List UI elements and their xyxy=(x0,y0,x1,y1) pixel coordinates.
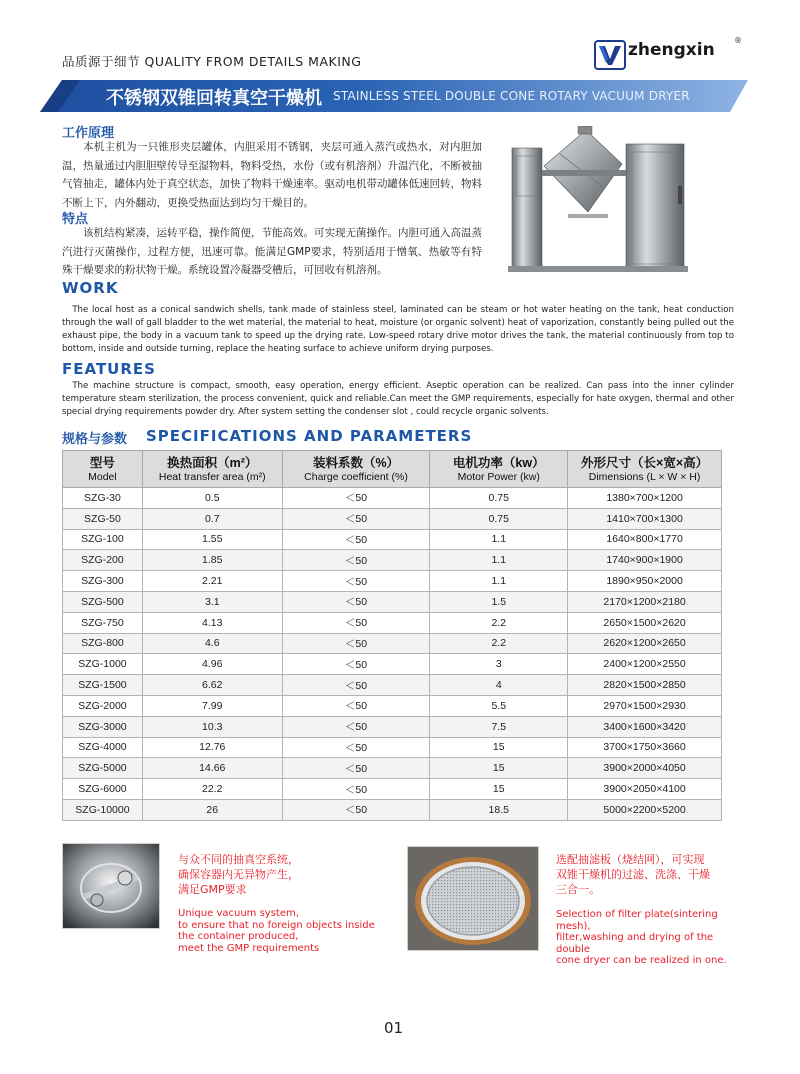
table-header-row xyxy=(63,451,722,488)
table-row xyxy=(63,695,722,716)
cell-motor-power: 0.75 xyxy=(430,488,568,509)
cell-heat-area: 14.66 xyxy=(142,758,282,779)
table-row xyxy=(63,654,722,675)
cell-heat-area: 26 xyxy=(142,799,282,820)
cell-charge-coefficient: ＜50 xyxy=(282,654,430,675)
cell-dimensions: 3700×1750×3660 xyxy=(568,737,722,758)
cell-model: SZG-10000 xyxy=(63,799,143,820)
cell-model: SZG-30 xyxy=(63,488,143,509)
cell-model: SZG-500 xyxy=(63,591,143,612)
cell-model: SZG-750 xyxy=(63,612,143,633)
cell-heat-area: 1.55 xyxy=(142,529,282,550)
filter-plate-photo xyxy=(407,846,539,951)
table-row xyxy=(63,550,722,571)
cell-motor-power: 5.5 xyxy=(430,695,568,716)
title-en: STAINLESS STEEL DOUBLE CONE ROTARY VACUUM DRYER xyxy=(333,89,690,103)
specifications-table xyxy=(62,450,722,821)
table-row xyxy=(63,799,722,820)
table-row xyxy=(63,779,722,800)
cell-heat-area: 0.5 xyxy=(142,488,282,509)
features-text-en: The machine structure is compact, smooth, easy operation, energy efficient. Aseptic operation can be realized. Can pass into the inner cylinder temperature steam sterilization, the process convenient, quick and reliable.Can meet the GMP requirements, especially for hate oxygen, thermal and other special drying requirements powder dry. After system setting the condenser slot , could recycle organic solvents. xyxy=(62,381,734,417)
cell-dimensions: 3400×1600×3420 xyxy=(568,716,722,737)
cell-model: SZG-1500 xyxy=(63,675,143,696)
cell-charge-coefficient: ＜50 xyxy=(282,633,430,654)
cell-motor-power: 1.1 xyxy=(430,571,568,592)
cell-dimensions: 2620×1200×2650 xyxy=(568,633,722,654)
logo-registered-mark: ® xyxy=(734,36,742,45)
cell-charge-coefficient: ＜50 xyxy=(282,488,430,509)
brand-logo xyxy=(594,38,744,68)
title-zh: 不锈钢双锥回转真空干燥机 xyxy=(106,88,322,109)
cell-dimensions: 5000×2200×5200 xyxy=(568,799,722,820)
cell-motor-power: 7.5 xyxy=(430,716,568,737)
cell-charge-coefficient: ＜50 xyxy=(282,571,430,592)
cell-dimensions: 3900×2050×4100 xyxy=(568,779,722,800)
cell-heat-area: 10.3 xyxy=(142,716,282,737)
cell-heat-area: 12.76 xyxy=(142,737,282,758)
cell-model: SZG-100 xyxy=(63,529,143,550)
table-row xyxy=(63,488,722,509)
cell-heat-area: 0.7 xyxy=(142,508,282,529)
cell-charge-coefficient: ＜50 xyxy=(282,591,430,612)
cell-dimensions: 1890×950×2000 xyxy=(568,571,722,592)
table-row xyxy=(63,716,722,737)
table-row xyxy=(63,758,722,779)
vacuum-caption-en: Unique vacuum system, to ensure that no foreign objects inside the container produced, meet the GMP requirements xyxy=(178,908,375,954)
col-header-model: 型号 Model xyxy=(63,451,143,488)
cell-charge-coefficient: ＜50 xyxy=(282,758,430,779)
cell-motor-power: 1.1 xyxy=(430,550,568,571)
filter-caption-zh: 选配抽滤板（烧结网），可实现 双锥干燥机的过滤、洗涤、干燥 三合一。 xyxy=(556,853,710,896)
cell-model: SZG-5000 xyxy=(63,758,143,779)
cell-dimensions: 2400×1200×2550 xyxy=(568,654,722,675)
logo-text: zhengxin xyxy=(628,40,715,60)
cell-heat-area: 1.85 xyxy=(142,550,282,571)
col-header-heat-area: 换热面积（m²） Heat transfer area (m²) xyxy=(142,451,282,488)
table-row xyxy=(63,529,722,550)
cell-charge-coefficient: ＜50 xyxy=(282,550,430,571)
cell-motor-power: 4 xyxy=(430,675,568,696)
cell-dimensions: 1410×700×1300 xyxy=(568,508,722,529)
cell-charge-coefficient: ＜50 xyxy=(282,695,430,716)
cell-charge-coefficient: ＜50 xyxy=(282,799,430,820)
cell-dimensions: 1380×700×1200 xyxy=(568,488,722,509)
cell-model: SZG-3000 xyxy=(63,716,143,737)
cell-motor-power: 18.5 xyxy=(430,799,568,820)
specs-title-en: SPECIFICATIONS AND PARAMETERS xyxy=(146,427,473,445)
features-text-zh: 该机结构紧凑，运转平稳，操作简便，节能高效。可实现无菌操作。内胆可通入高温蒸汽进行灭菌操作，过程方便，迅速可靠。能满足GMP要求，特别适用于憎氧、热敏等有特殊干燥要求的粉状物干燥。系统设置冷凝器受槽后，可回收有机溶剂。 xyxy=(62,227,482,276)
cell-charge-coefficient: ＜50 xyxy=(282,716,430,737)
cell-charge-coefficient: ＜50 xyxy=(282,779,430,800)
page-number: 01 xyxy=(384,1019,404,1037)
cell-heat-area: 4.6 xyxy=(142,633,282,654)
cell-model: SZG-200 xyxy=(63,550,143,571)
cell-dimensions: 1640×800×1770 xyxy=(568,529,722,550)
cell-heat-area: 2.21 xyxy=(142,571,282,592)
cell-model: SZG-300 xyxy=(63,571,143,592)
principle-text: 本机主机为一只锥形夹层罐体，内胆采用不锈钢，夹层可通入蒸汽或热水，对内胆加温，热量通过内胆胆壁传导至湿物料，物料受热，水份（或有机溶剂）升温汽化，不断被抽气管抽走，罐体内处于真空状态，加快了物料干燥速率。驱动电机带动罐体低速回转，物料不断上下，内外翻动，更换受热面达到均匀干燥目的。 xyxy=(62,141,482,209)
cell-motor-power: 2.2 xyxy=(430,612,568,633)
filter-caption-en: Selection of filter plate(sintering mesh), filter,washing and drying of the double cone dryer can be realized in one. xyxy=(556,909,727,966)
cell-dimensions: 2970×1500×2930 xyxy=(568,695,722,716)
cell-model: SZG-4000 xyxy=(63,737,143,758)
cell-heat-area: 3.1 xyxy=(142,591,282,612)
cell-motor-power: 3 xyxy=(430,654,568,675)
cell-charge-coefficient: ＜50 xyxy=(282,612,430,633)
work-text: The local host as a conical sandwich shells, tank made of stainless steel, laminated can be steam or hot water heating on the tank, heat conduction through the wall of gall bladder to the wet material, the material to heat, moisture (or organic solvent) heat of vaporization, constantly being pulled out the exhaust pipe, the body in a vacuum tank to speed up the drying rate. Low-speed rotary drive motor drives the tank, the material continuously from top to bottom, inside and outside turning, replace the heating surface to achieve uniform drying purposes. xyxy=(62,305,734,354)
cell-dimensions: 2650×1500×2620 xyxy=(568,612,722,633)
table-row xyxy=(63,737,722,758)
col-header-dimensions: 外形尺寸（长×宽×高） Dimensions (L × W × H) xyxy=(568,451,722,488)
principle-heading: 工作原理 xyxy=(62,126,115,141)
cell-dimensions: 2170×1200×2180 xyxy=(568,591,722,612)
work-heading: WORK xyxy=(62,279,119,297)
cell-charge-coefficient: ＜50 xyxy=(282,737,430,758)
cell-dimensions: 2820×1500×2850 xyxy=(568,675,722,696)
cell-heat-area: 22.2 xyxy=(142,779,282,800)
cell-heat-area: 6.62 xyxy=(142,675,282,696)
table-row xyxy=(63,508,722,529)
col-header-charge-coefficient: 装料系数（%） Charge coefficient (%) xyxy=(282,451,430,488)
header-tagline: 品质源于细节 QUALITY FROM DETAILS MAKING xyxy=(62,54,362,69)
cell-model: SZG-1000 xyxy=(63,654,143,675)
cell-motor-power: 15 xyxy=(430,779,568,800)
vacuum-system-photo xyxy=(62,843,160,929)
features-heading-en: FEATURES xyxy=(62,360,156,378)
cell-motor-power: 2.2 xyxy=(430,633,568,654)
table-row xyxy=(63,571,722,592)
cell-heat-area: 4.96 xyxy=(142,654,282,675)
cell-model: SZG-50 xyxy=(63,508,143,529)
cell-charge-coefficient: ＜50 xyxy=(282,529,430,550)
table-row xyxy=(63,612,722,633)
cell-charge-coefficient: ＜50 xyxy=(282,508,430,529)
logo-mark-icon xyxy=(594,40,626,70)
cell-motor-power: 1.1 xyxy=(430,529,568,550)
dryer-machine-photo xyxy=(508,126,688,276)
cell-heat-area: 4.13 xyxy=(142,612,282,633)
cell-model: SZG-2000 xyxy=(63,695,143,716)
cell-charge-coefficient: ＜50 xyxy=(282,675,430,696)
cell-dimensions: 1740×900×1900 xyxy=(568,550,722,571)
cell-model: SZG-6000 xyxy=(63,779,143,800)
table-row xyxy=(63,633,722,654)
col-header-motor-power: 电机功率（kw） Motor Power (kw) xyxy=(430,451,568,488)
title-banner xyxy=(40,80,748,112)
features-heading-zh: 特点 xyxy=(62,212,89,227)
table-row xyxy=(63,591,722,612)
vacuum-caption-zh: 与众不同的抽真空系统， 确保容器内无异物产生， 满足GMP要求 xyxy=(178,853,299,896)
cell-motor-power: 15 xyxy=(430,737,568,758)
table-row xyxy=(63,675,722,696)
cell-heat-area: 7.99 xyxy=(142,695,282,716)
cell-motor-power: 15 xyxy=(430,758,568,779)
cell-motor-power: 0.75 xyxy=(430,508,568,529)
cell-dimensions: 3900×2000×4050 xyxy=(568,758,722,779)
cell-model: SZG-800 xyxy=(63,633,143,654)
cell-motor-power: 1.5 xyxy=(430,591,568,612)
specs-title-zh: 规格与参数 xyxy=(62,432,128,447)
